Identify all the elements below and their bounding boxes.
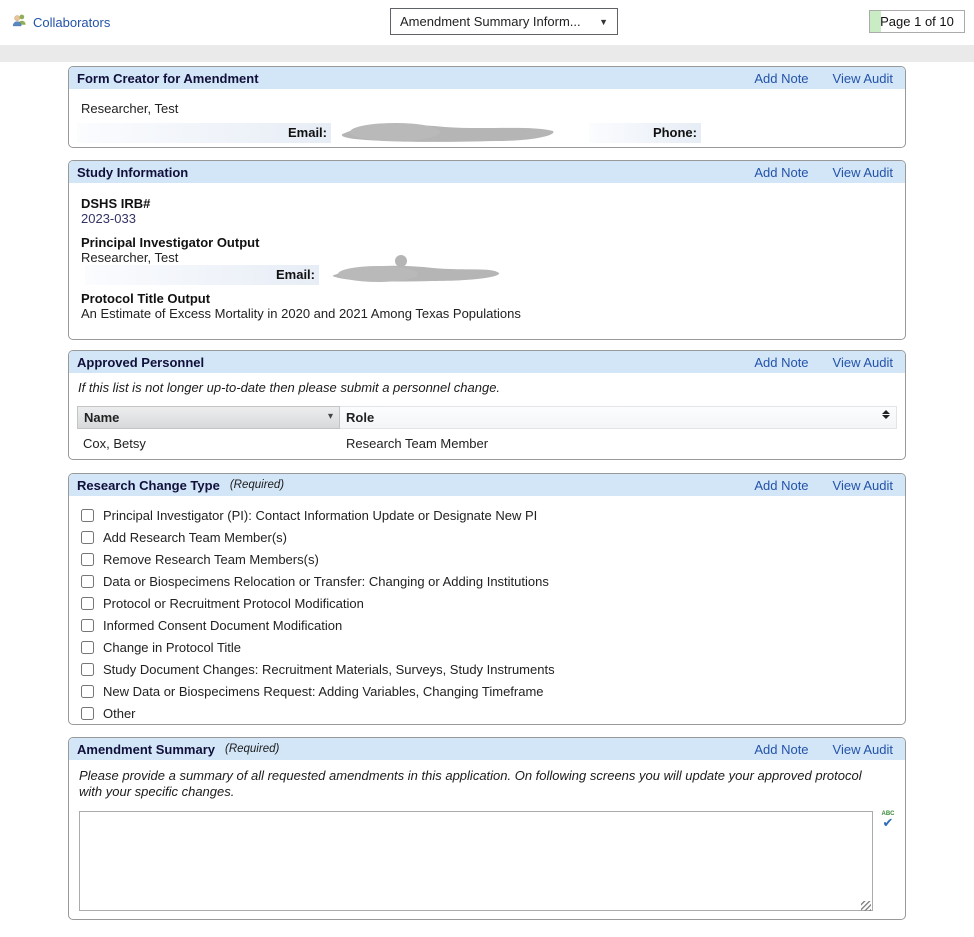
section-amendment-summary [68, 737, 906, 920]
checkbox-option-add-member[interactable]: Add Research Team Member(s) [69, 526, 905, 548]
section-form-creator-header [69, 67, 905, 89]
irb-number-label: DSHS IRB# [81, 196, 151, 211]
checkbox[interactable] [81, 641, 94, 654]
add-note-link[interactable]: Add Note [754, 741, 809, 757]
section-title: Study Information [77, 164, 189, 180]
checkbox-option-title-change[interactable]: Change in Protocol Title [69, 636, 905, 658]
section-approved-personnel [68, 350, 906, 460]
sort-desc-icon: ▾ [327, 411, 333, 422]
view-audit-link[interactable]: View Audit [832, 741, 893, 757]
amendment-summary-textarea[interactable] [79, 811, 873, 911]
collaborators-label: Collaborators [33, 14, 111, 30]
checkbox[interactable] [81, 531, 94, 544]
checkbox-option-remove-member[interactable]: Remove Research Team Members(s) [69, 548, 905, 570]
section-study-information [68, 160, 906, 340]
add-note-link[interactable]: Add Note [754, 477, 809, 493]
email-label: Email: [77, 123, 331, 143]
section-research-change-type [68, 473, 906, 725]
sort-both-icon [882, 410, 890, 419]
section-amendment-summary-header [69, 738, 905, 760]
section-title: Form Creator for Amendment [77, 70, 259, 86]
checkbox[interactable] [81, 685, 94, 698]
protocol-title-label: Protocol Title Output [81, 291, 211, 306]
top-toolbar [0, 0, 974, 45]
section-approved-personnel-header [69, 351, 905, 373]
section-nav-dropdown[interactable] [390, 8, 618, 35]
view-audit-link[interactable]: View Audit [832, 70, 893, 86]
section-research-change-type-header [69, 474, 905, 496]
section-title: Amendment Summary [77, 741, 215, 757]
creator-email-value [335, 121, 565, 145]
pi-email-value [323, 263, 553, 287]
cell-name: Cox, Betsy [83, 436, 146, 451]
add-note-link[interactable]: Add Note [754, 70, 809, 86]
cell-role: Research Team Member [346, 436, 489, 451]
pi-output-label: Principal Investigator Output [81, 235, 260, 250]
section-study-information-header [69, 161, 905, 183]
section-nav-dropdown-value: Amendment Summary Inform... [400, 14, 581, 29]
required-tag: (Required) [224, 743, 280, 755]
column-header-role[interactable]: Role [340, 406, 897, 429]
irb-number-value: 2023-033 [81, 211, 136, 226]
phone-label: Phone: [589, 123, 701, 143]
redacted-email [335, 121, 563, 145]
checkbox[interactable] [81, 619, 94, 632]
personnel-note: If this list is not longer up-to-date then please submit a personnel change. [78, 380, 501, 395]
chevron-down-icon: ▼ [599, 16, 608, 27]
creator-name: Researcher, Test [81, 101, 179, 116]
checkbox-option-consent-modification[interactable]: Informed Consent Document Modification [69, 614, 905, 636]
add-note-link[interactable]: Add Note [754, 164, 809, 180]
checkbox-option-study-documents[interactable]: Study Document Changes: Recruitment Materials, Surveys, Study Instruments [69, 658, 905, 680]
checkbox[interactable] [81, 707, 94, 720]
checkbox[interactable] [81, 663, 94, 676]
checkbox[interactable] [81, 509, 94, 522]
amendment-summary-instructions: Please provide a summary of all requested amendments in this application. On following screens you will update your approved protocol with your specific changes. [79, 768, 862, 799]
view-audit-link[interactable]: View Audit [832, 354, 893, 370]
personnel-table [77, 406, 897, 456]
checkbox[interactable] [81, 575, 94, 588]
pi-name: Researcher, Test [81, 250, 179, 265]
header-divider-band [0, 45, 974, 62]
checkbox-option-data-relocation[interactable]: Data or Biospecimens Relocation or Transfer: Changing or Adding Institutions [69, 570, 905, 592]
redacted-email [323, 255, 508, 285]
view-audit-link[interactable]: View Audit [832, 164, 893, 180]
collaborators-link[interactable] [12, 13, 110, 31]
table-row [77, 429, 897, 456]
add-note-link[interactable]: Add Note [754, 354, 809, 370]
personnel-table-header-row [77, 406, 897, 429]
checkbox-option-pi-contact[interactable]: Principal Investigator (PI): Contact Information Update or Designate New PI [69, 504, 905, 526]
required-tag: (Required) [229, 479, 285, 491]
protocol-title-value: An Estimate of Excess Mortality in 2020 and 2021 Among Texas Populations [81, 306, 521, 321]
checkbox[interactable] [81, 597, 94, 610]
collaborators-icon [12, 13, 27, 31]
section-title: Research Change Type [77, 477, 220, 493]
section-title: Approved Personnel [77, 354, 205, 370]
checkbox[interactable] [81, 553, 94, 566]
checkbox-option-other[interactable]: Other [69, 702, 905, 724]
view-audit-link[interactable]: View Audit [832, 477, 893, 493]
email-label: Email: [85, 265, 319, 285]
checkbox-option-protocol-modification[interactable]: Protocol or Recruitment Protocol Modification [69, 592, 905, 614]
page-indicator [869, 10, 965, 33]
section-form-creator [68, 66, 906, 148]
column-header-name[interactable]: Name ▾ [77, 406, 340, 429]
page-indicator-text: Page 1 of 10 [880, 14, 954, 29]
spellcheck-icon[interactable]: ABC ✔ [881, 811, 895, 830]
checkbox-option-new-data-request[interactable]: New Data or Biospecimens Request: Adding Variables, Changing Timeframe [69, 680, 905, 702]
